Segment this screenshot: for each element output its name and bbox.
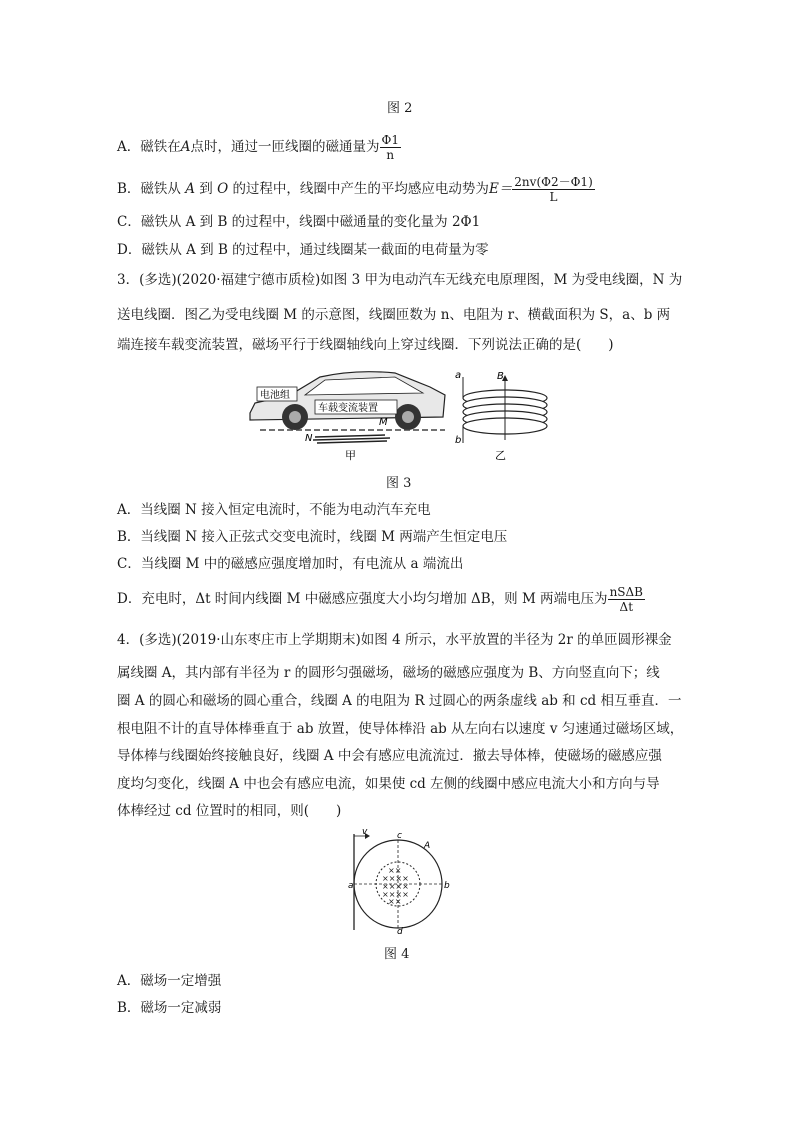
b-label: b — [444, 881, 450, 891]
A-label: A — [424, 841, 431, 851]
q4-option-a: A．磁场一定增强 — [117, 973, 222, 989]
q3-stem-line-1: 3．(多选)(2020·福建宁德市质检)如图 3 甲为电动汽车无线充电原理图，M 为受电线圈，N 为 — [117, 272, 683, 288]
converter-label: 车载变流装置 — [318, 403, 378, 414]
svg-text:××××: ×××× — [382, 874, 409, 883]
b-label: b — [455, 435, 462, 446]
q4-stem-line-4: 根电阻不计的直导体棒垂直于 ab 放置，使导体棒沿 ab 从左向右以速度 v 匀速通过磁场区域， — [117, 721, 684, 737]
q2-option-d: D．磁铁从 A 到 B 的过程中，通过线圈某一截面的电荷量为零 — [117, 242, 489, 258]
c-label: c — [397, 831, 402, 841]
a-label: a — [455, 370, 462, 381]
q2-option-a: A．磁铁在A点时，通过一匝线圈的磁通量为 $\frac{\Phi 1}{n}$ — [117, 133, 399, 162]
q4-stem-line-5: 导体棒与线圈始终接触良好，线圈 A 中会有感应电流流过．撤去导体棒，使磁场的磁感应强 — [117, 748, 662, 764]
fig3-right-caption: 乙 — [495, 449, 506, 462]
b-field-label: B — [497, 371, 504, 382]
figure-4-caption: 图 4 — [384, 947, 410, 962]
q3-stem-line-2: 送电线圈．图乙为受电线圈 M 的示意图，线圈匝数为 n、电阻为 r、横截面积为 S，a、b 两 — [117, 307, 671, 323]
v-label: v — [362, 827, 368, 837]
q4-stem-line-1: 4．(多选)(2019·山东枣庄市上学期期末)如图 4 所示，水平放置的半径为 2r 的单匝圆形裸金 — [117, 632, 672, 648]
q4-option-b: B．磁场一定减弱 — [117, 1000, 222, 1016]
q3-option-c: C．当线圈 M 中的磁感应强度增加时，有电流从 a 端流出 — [117, 556, 464, 572]
q4-stem-line-3: 圈 A 的圆心和磁场的圆心重合，线圈 A 的电阻为 R 过圆心的两条虚线 ab 和 cd 相互垂直．一 — [117, 693, 682, 709]
d-label: d — [397, 927, 403, 936]
m-label: M — [379, 417, 388, 428]
fraction: $\frac{\text{nSΔB}}{\Delta t}$ — [609, 585, 643, 614]
q3-option-a: A．当线圈 N 接入恒定电流时，不能为电动汽车充电 — [117, 502, 431, 518]
field-crosses — [382, 866, 409, 906]
figure-3 — [245, 365, 575, 465]
q3-option-b: B．当线圈 N 接入正弦式交变电流时，线圈 M 两端产生恒定电压 — [117, 529, 508, 545]
q4-stem-line-7: 体棒经过 cd 位置时的相同，则( ) — [117, 803, 342, 819]
svg-text:××: ×× — [388, 866, 402, 875]
svg-text:××××: ×××× — [382, 882, 409, 891]
q3-stem-line-3: 端连接车载变流装置，磁场平行于线圈轴线向上穿过线圈．下列说法正确的是( ) — [117, 337, 614, 353]
battery-label: 电池组 — [260, 390, 290, 401]
fraction: $\frac{\Phi 1}{n}$ — [381, 133, 399, 162]
q2-option-c: C．磁铁从 A 到 B 的过程中，线圈中磁通量的变化量为 2Φ1 — [117, 214, 481, 230]
svg-text:××××: ×××× — [382, 890, 409, 899]
figure-3-caption: 图 3 — [386, 476, 412, 491]
q2-option-b: B．磁铁从 A 到 O 的过程中，线圈中产生的平均感应电动势为E＝ $\frac{2nv(\Phi 2-\Phi 1)}{L}$ — [117, 175, 593, 204]
q4-stem-line-6: 度均匀变化，线圈 A 中也会有感应电流，如果使 cd 左侧的线圈中感应电流大小和方向与导 — [117, 776, 660, 792]
coil-n — [313, 435, 390, 443]
fig3-left-caption: 甲 — [345, 449, 356, 462]
n-label: N — [305, 433, 313, 444]
figure-2-caption: 图 2 — [387, 101, 413, 116]
q4-stem-line-2: 属线圈 A，其内部有半径为 r 的圆形匀强磁场，磁场的磁感应强度为 B、方向竖直向下；线 — [117, 665, 660, 681]
figure-4 — [340, 826, 460, 936]
q3-option-d: D．充电时，Δt 时间内线圈 M 中磁感应强度大小均匀增加 ΔB，则 M 两端电压为 $\frac{\text{nSΔB}}{\Delta t}$ — [117, 585, 643, 614]
a-label: a — [348, 881, 354, 891]
svg-text:××: ×× — [388, 897, 402, 906]
fraction: $\frac{2nv(\Phi 2-\Phi 1)}{L}$ — [514, 175, 593, 204]
